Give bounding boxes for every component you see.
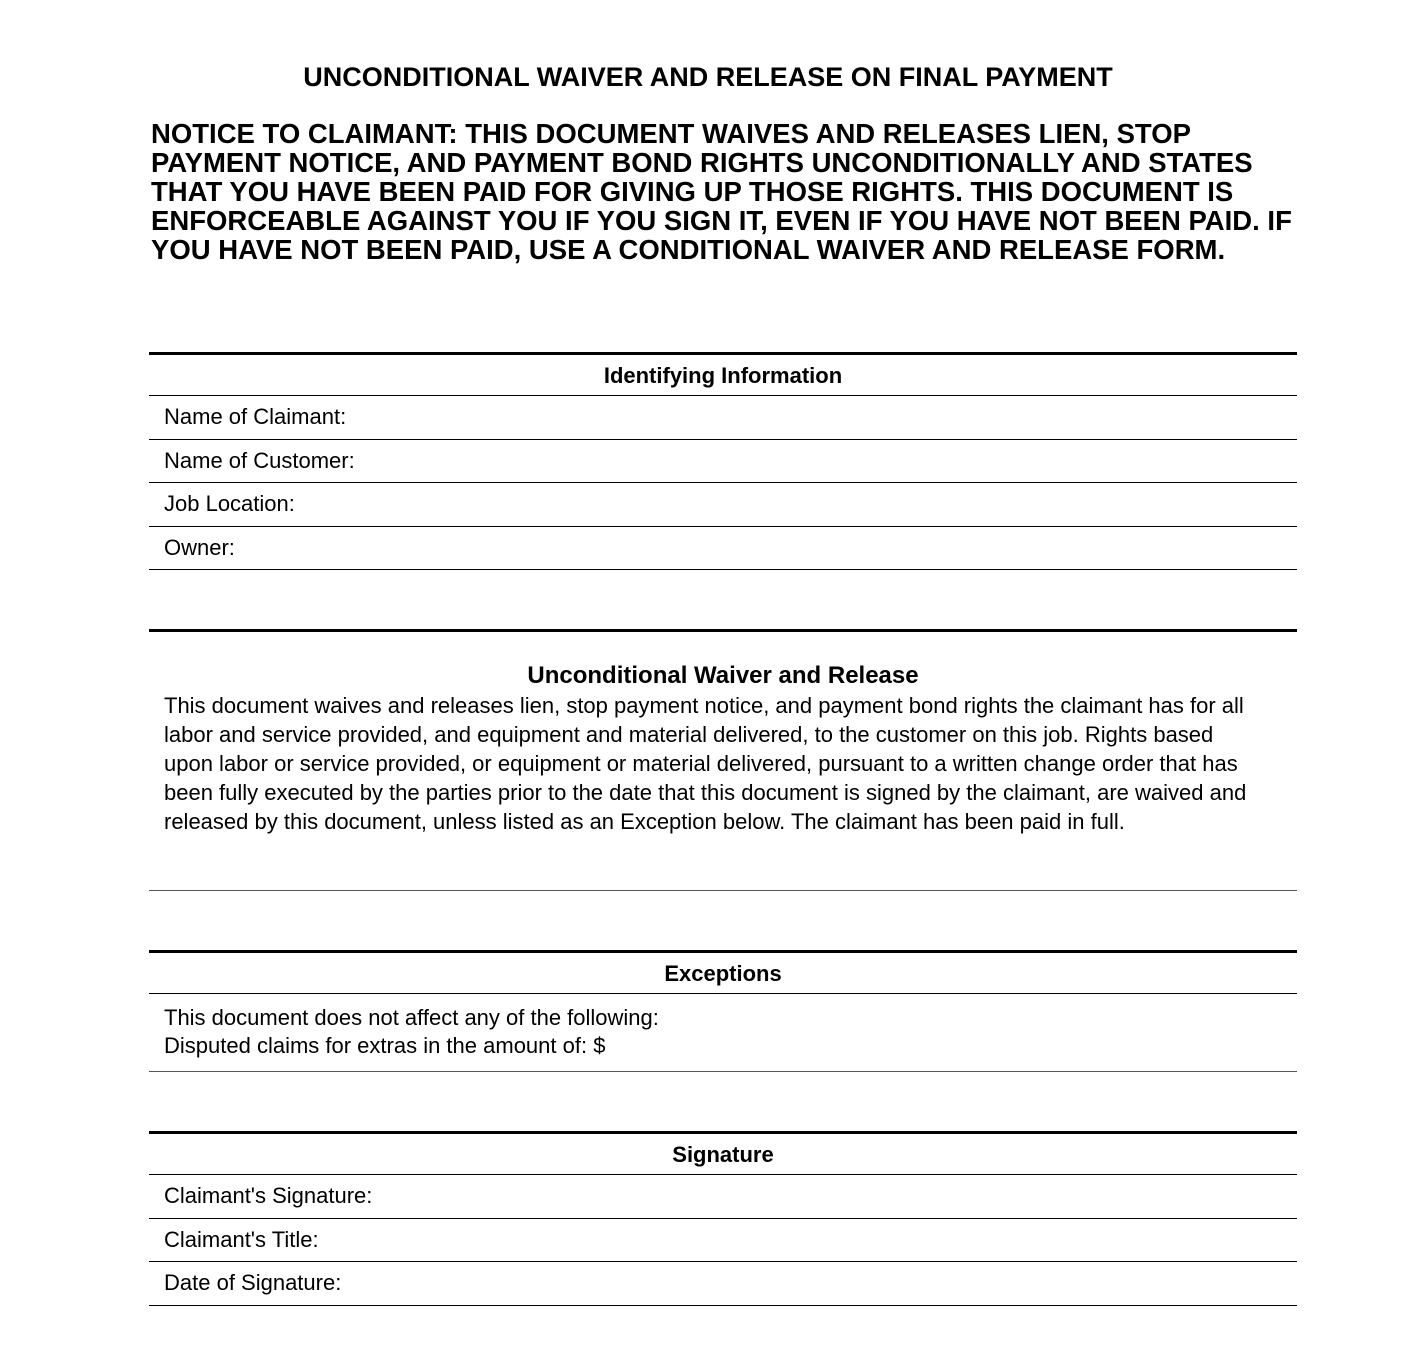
- customer-name-field[interactable]: Name of Customer:: [149, 440, 1297, 484]
- document-title: UNCONDITIONAL WAIVER AND RELEASE ON FINAL PAYMENT: [303, 62, 1113, 92]
- signature-date-field[interactable]: Date of Signature:: [149, 1262, 1297, 1306]
- exceptions-section: [149, 950, 1297, 1072]
- signature-heading: Signature: [149, 1131, 1297, 1175]
- notice-to-claimant: NOTICE TO CLAIMANT: THIS DOCUMENT WAIVES AND RELEASES LIEN, STOP PAYMENT NOTICE, AND PAYMENT BOND RIGHTS UNCONDITIONALLY AND STATES THAT YOU HAVE BEEN PAID FOR GIVING UP THOSE RIGHTS. THIS DOCUMENT IS ENFORCEABLE AGAINST YOU IF YOU SIGN IT, EVEN IF YOU HAVE NOT BEEN PAID. IF YOU HAVE NOT BEEN PAID, USE A CONDITIONAL WAIVER AND RELEASE FORM.: [151, 118, 1292, 265]
- waiver-text: This document waives and releases lien, stop payment notice, and payment bond rights the claimant has for all labor and service provided, and equipment and material delivered, to the customer on this job. Rights based upon labor or service provided, or equipment or material delivered, pursuant to a written change order that has been fully executed by the parties prior to the date that this document is signed by the claimant, are waived and released by this document, unless listed as an Exception below. The claimant has been paid in full.: [164, 693, 1247, 834]
- waiver-heading: Unconditional Waiver and Release: [527, 662, 919, 689]
- identifying-information-heading: Identifying Information: [149, 352, 1297, 396]
- claimant-signature-field[interactable]: Claimant's Signature:: [149, 1175, 1297, 1219]
- claimant-name-field[interactable]: Name of Claimant:: [149, 396, 1297, 440]
- exceptions-body: [149, 994, 1297, 1072]
- owner-field[interactable]: Owner:: [149, 527, 1297, 571]
- claimant-title-field[interactable]: Claimant's Title:: [149, 1219, 1297, 1263]
- exceptions-intro: This document does not affect any of the following:: [164, 1005, 659, 1030]
- waiver-section: [149, 629, 1297, 891]
- job-location-field[interactable]: Job Location:: [149, 483, 1297, 527]
- disputed-claims-amount-field[interactable]: Disputed claims for extras in the amount of: $: [164, 1033, 606, 1058]
- exceptions-heading: Exceptions: [149, 950, 1297, 994]
- identifying-information-section: [149, 352, 1297, 570]
- signature-section: [149, 1131, 1297, 1306]
- waiver-box: [149, 629, 1297, 891]
